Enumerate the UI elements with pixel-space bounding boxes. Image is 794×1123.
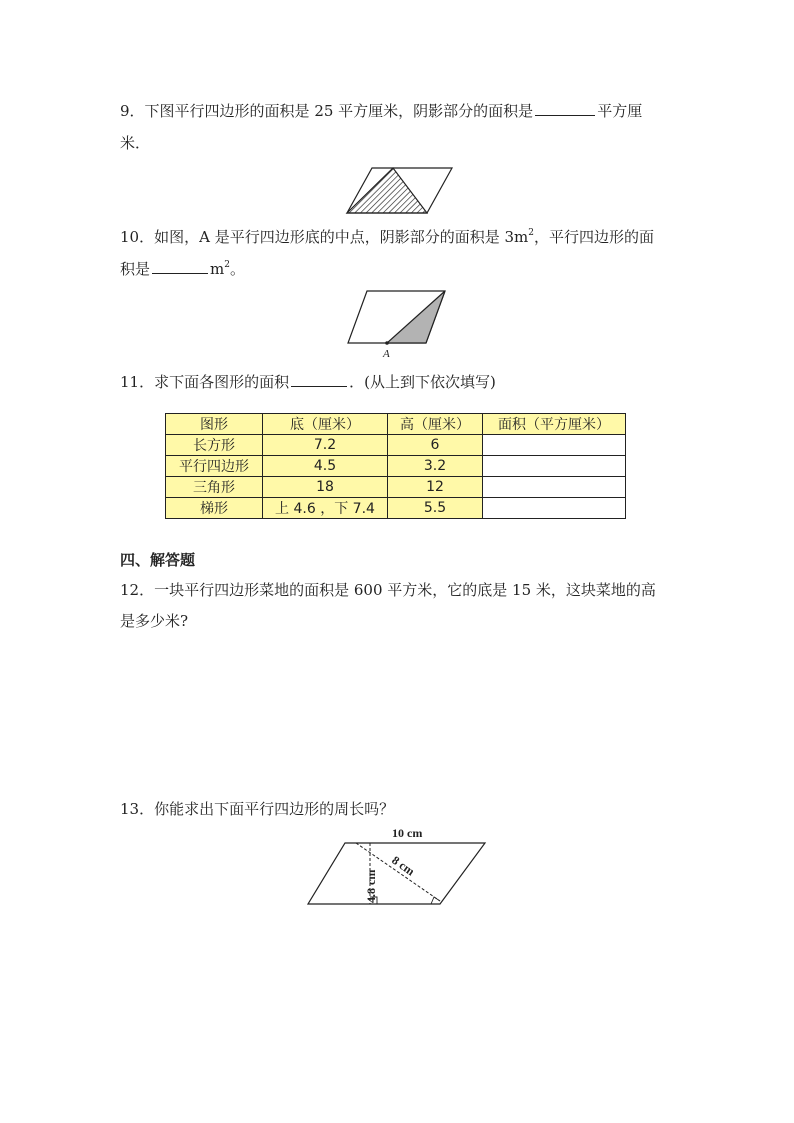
q10-sup-2: 2 — [224, 260, 230, 270]
q13-number: 13． — [120, 800, 155, 818]
q10-point-a — [385, 341, 389, 345]
q11-text: 求下面各图形的面积 — [154, 373, 290, 391]
q13-line — [120, 799, 394, 819]
q13-text: 你能求出下面平行四边形的周长吗？ — [154, 800, 395, 818]
q11-table — [165, 413, 626, 519]
q12-text-2: 是多少米? — [120, 612, 189, 630]
q13-label-height: 4.8 cm — [364, 869, 378, 903]
header-height: 高（厘米） — [388, 414, 483, 435]
q9-figure — [340, 165, 455, 217]
q11-answer-blank[interactable] — [291, 372, 347, 387]
cell-base: 7.2 — [263, 435, 388, 456]
q10-label-a: A — [383, 348, 390, 360]
cell-shape: 梯形 — [166, 498, 263, 519]
q9-text-end: 平方厘 — [597, 102, 643, 120]
q9-text-2: 米． — [120, 134, 151, 152]
q11-number: 11． — [120, 373, 155, 391]
q12-text: 一块平行四边形菜地的面积是 600 平方米，它的底是 15 米，这块菜地的高 — [154, 581, 656, 599]
cell-shape: 平行四边形 — [166, 456, 263, 477]
table-row — [166, 435, 626, 456]
q10-figure — [342, 288, 452, 360]
table-row — [166, 456, 626, 477]
q10-sup: 2 — [528, 228, 534, 238]
q9-text: 下图平行四边形的面积是 25 平方厘米，阴影部分的面积是 — [144, 102, 534, 120]
header-area: 面积（平方厘米） — [483, 414, 626, 435]
section-title: 四、解答题 — [120, 551, 196, 569]
q10-answer-blank[interactable] — [152, 259, 208, 274]
q10-text-2a: 积是 — [120, 260, 151, 278]
q13-label-top: 10 cm — [392, 826, 423, 840]
q13-figure — [300, 820, 495, 915]
q9-answer-blank[interactable] — [535, 101, 595, 116]
q13-parallelogram — [308, 843, 485, 904]
q12-line-2 — [120, 611, 188, 631]
cell-height: 3.2 — [388, 456, 483, 477]
q12-line-1 — [120, 580, 656, 600]
q13-label-diag: 8 cm — [389, 852, 418, 879]
header-base: 底（厘米） — [263, 414, 388, 435]
q9-line-2 — [120, 133, 150, 153]
q9-number: 9． — [120, 102, 145, 120]
table-row — [166, 477, 626, 498]
header-shape: 图形 — [166, 414, 263, 435]
table-header-row — [166, 414, 626, 435]
cell-height: 6 — [388, 435, 483, 456]
q12-number: 12． — [120, 581, 155, 599]
q10-line-2 — [120, 259, 245, 279]
cell-area-input[interactable] — [483, 477, 626, 498]
cell-base: 4.5 — [263, 456, 388, 477]
cell-height: 5.5 — [388, 498, 483, 519]
q10-line-1 — [120, 227, 654, 247]
q10-text: 如图，A 是平行四边形底的中点，阴影部分的面积是 3m — [154, 228, 529, 246]
cell-shape: 长方形 — [166, 435, 263, 456]
q10-shaded-triangle — [387, 291, 445, 343]
cell-area-input[interactable] — [483, 498, 626, 519]
cell-height: 12 — [388, 477, 483, 498]
q10-text-2c: 。 — [229, 260, 245, 278]
q10-text-2b: m — [210, 260, 225, 278]
q11-line — [120, 372, 496, 392]
q9-line-1 — [120, 101, 642, 121]
table-row — [166, 498, 626, 519]
q13-right-angle-mark-2 — [431, 897, 440, 904]
q10-number: 10． — [120, 228, 155, 246]
q10-text-end: ，平行四边形的面 — [533, 228, 654, 246]
cell-area-input[interactable] — [483, 456, 626, 477]
q11-text-end: ．(从上到下依次填写) — [349, 373, 496, 391]
cell-shape: 三角形 — [166, 477, 263, 498]
cell-base: 上 4.6 ，下 7.4 — [263, 498, 388, 519]
cell-base: 18 — [263, 477, 388, 498]
cell-area-input[interactable] — [483, 435, 626, 456]
